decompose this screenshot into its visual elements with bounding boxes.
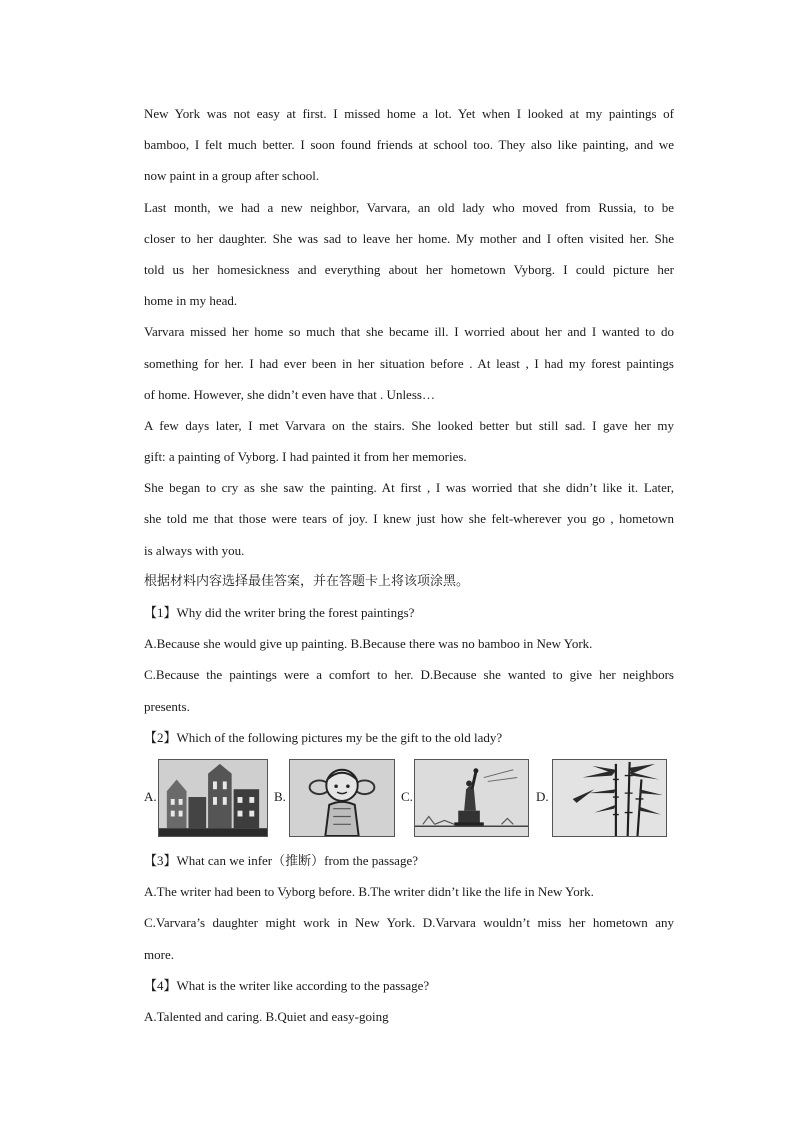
option-line: C.Because the paintings were a comfort to her. D.Because she wanted to give her neighbors [144, 667, 674, 683]
option-label-b: B. [274, 788, 286, 804]
question-stem: 【4】What is the writer like according to the passage? [144, 977, 430, 993]
old-town-buildings-icon [158, 759, 268, 837]
passage-line: bamboo, I felt much better. I soon found friends at school too. They also like painting, and we [144, 137, 674, 153]
passage-line: told us her homesickness and everything about her hometown Vyborg. I could picture her [144, 261, 674, 277]
passage-line: Last month, we had a new neighbor, Varvara, an old lady who moved from Russia, to be [144, 199, 674, 215]
passage-line: she told me that those were tears of joy. I knew just how she felt-wherever you go , hometown [144, 511, 674, 527]
passage-line: closer to her daughter. She was sad to leave her home. My mother and I often visited her. She [144, 230, 674, 246]
question-stem: 【2】Which of the following pictures my be the gift to the old lady? [144, 729, 503, 745]
option-line: presents. [144, 698, 190, 714]
question-3 [144, 845, 674, 970]
document-page [144, 98, 674, 1032]
passage-line: New York was not easy at first. I missed home a lot. Yet when I looked at my paintings of [144, 106, 674, 121]
picture-options [144, 759, 674, 841]
passage-line: A few days later, I met Varvara on the stairs. She looked better but still sad. I gave her my [144, 417, 674, 433]
passage-line: Varvara missed her home so much that she became ill. I worried about her and I wanted to do [144, 324, 674, 340]
option-line: more. [144, 946, 174, 962]
passage-line: of home. However, she didn’t even have that . Unless… [144, 386, 435, 402]
passage-line: gift: a painting of Vyborg. I had painted it from her memories. [144, 449, 467, 465]
instruction: 根据材料内容选择最佳答案，并在答题卡上将该项涂黑。 [144, 573, 470, 589]
question-2 [144, 722, 674, 841]
passage-line: home in my head. [144, 293, 238, 309]
answer-options [144, 1001, 674, 1032]
passage-line: is always with you. [144, 542, 245, 558]
option-label-d: D. [536, 788, 549, 804]
option-label-c: C. [401, 788, 413, 804]
question-4 [144, 970, 674, 1032]
option-label-a: A. [144, 788, 157, 804]
option-line: C.Varvara’s daughter might work in New York. D.Varvara wouldn’t miss her hometown any [144, 915, 674, 931]
passage-line: something for her. I had ever been in her situation before . At least , I had my forest paintings [144, 355, 674, 371]
question-stem: 【1】Why did the writer bring the forest paintings? [144, 605, 415, 620]
passage-line: She began to cry as she saw the painting. At first , I was worried that she didn’t like it. Later, [144, 480, 674, 496]
option-line: A.The writer had been to Vyborg before. B.The writer didn’t like the life in New York. [144, 884, 594, 900]
option-line: A.Talented and caring. B.Quiet and easy-going [144, 1008, 389, 1024]
answer-options [144, 876, 674, 970]
question-1 [144, 597, 674, 722]
statue-of-liberty-icon [414, 759, 529, 837]
passage [144, 98, 674, 566]
answer-options [144, 628, 674, 722]
option-line: A.Because she would give up painting. B.Because there was no bamboo in New York. [144, 636, 593, 652]
question-stem: 【3】What can we infer（推断）from the passage? [144, 852, 418, 868]
passage-line: now paint in a group after school. [144, 168, 320, 184]
girl-portrait-icon [289, 759, 395, 837]
bamboo-icon [552, 759, 667, 837]
